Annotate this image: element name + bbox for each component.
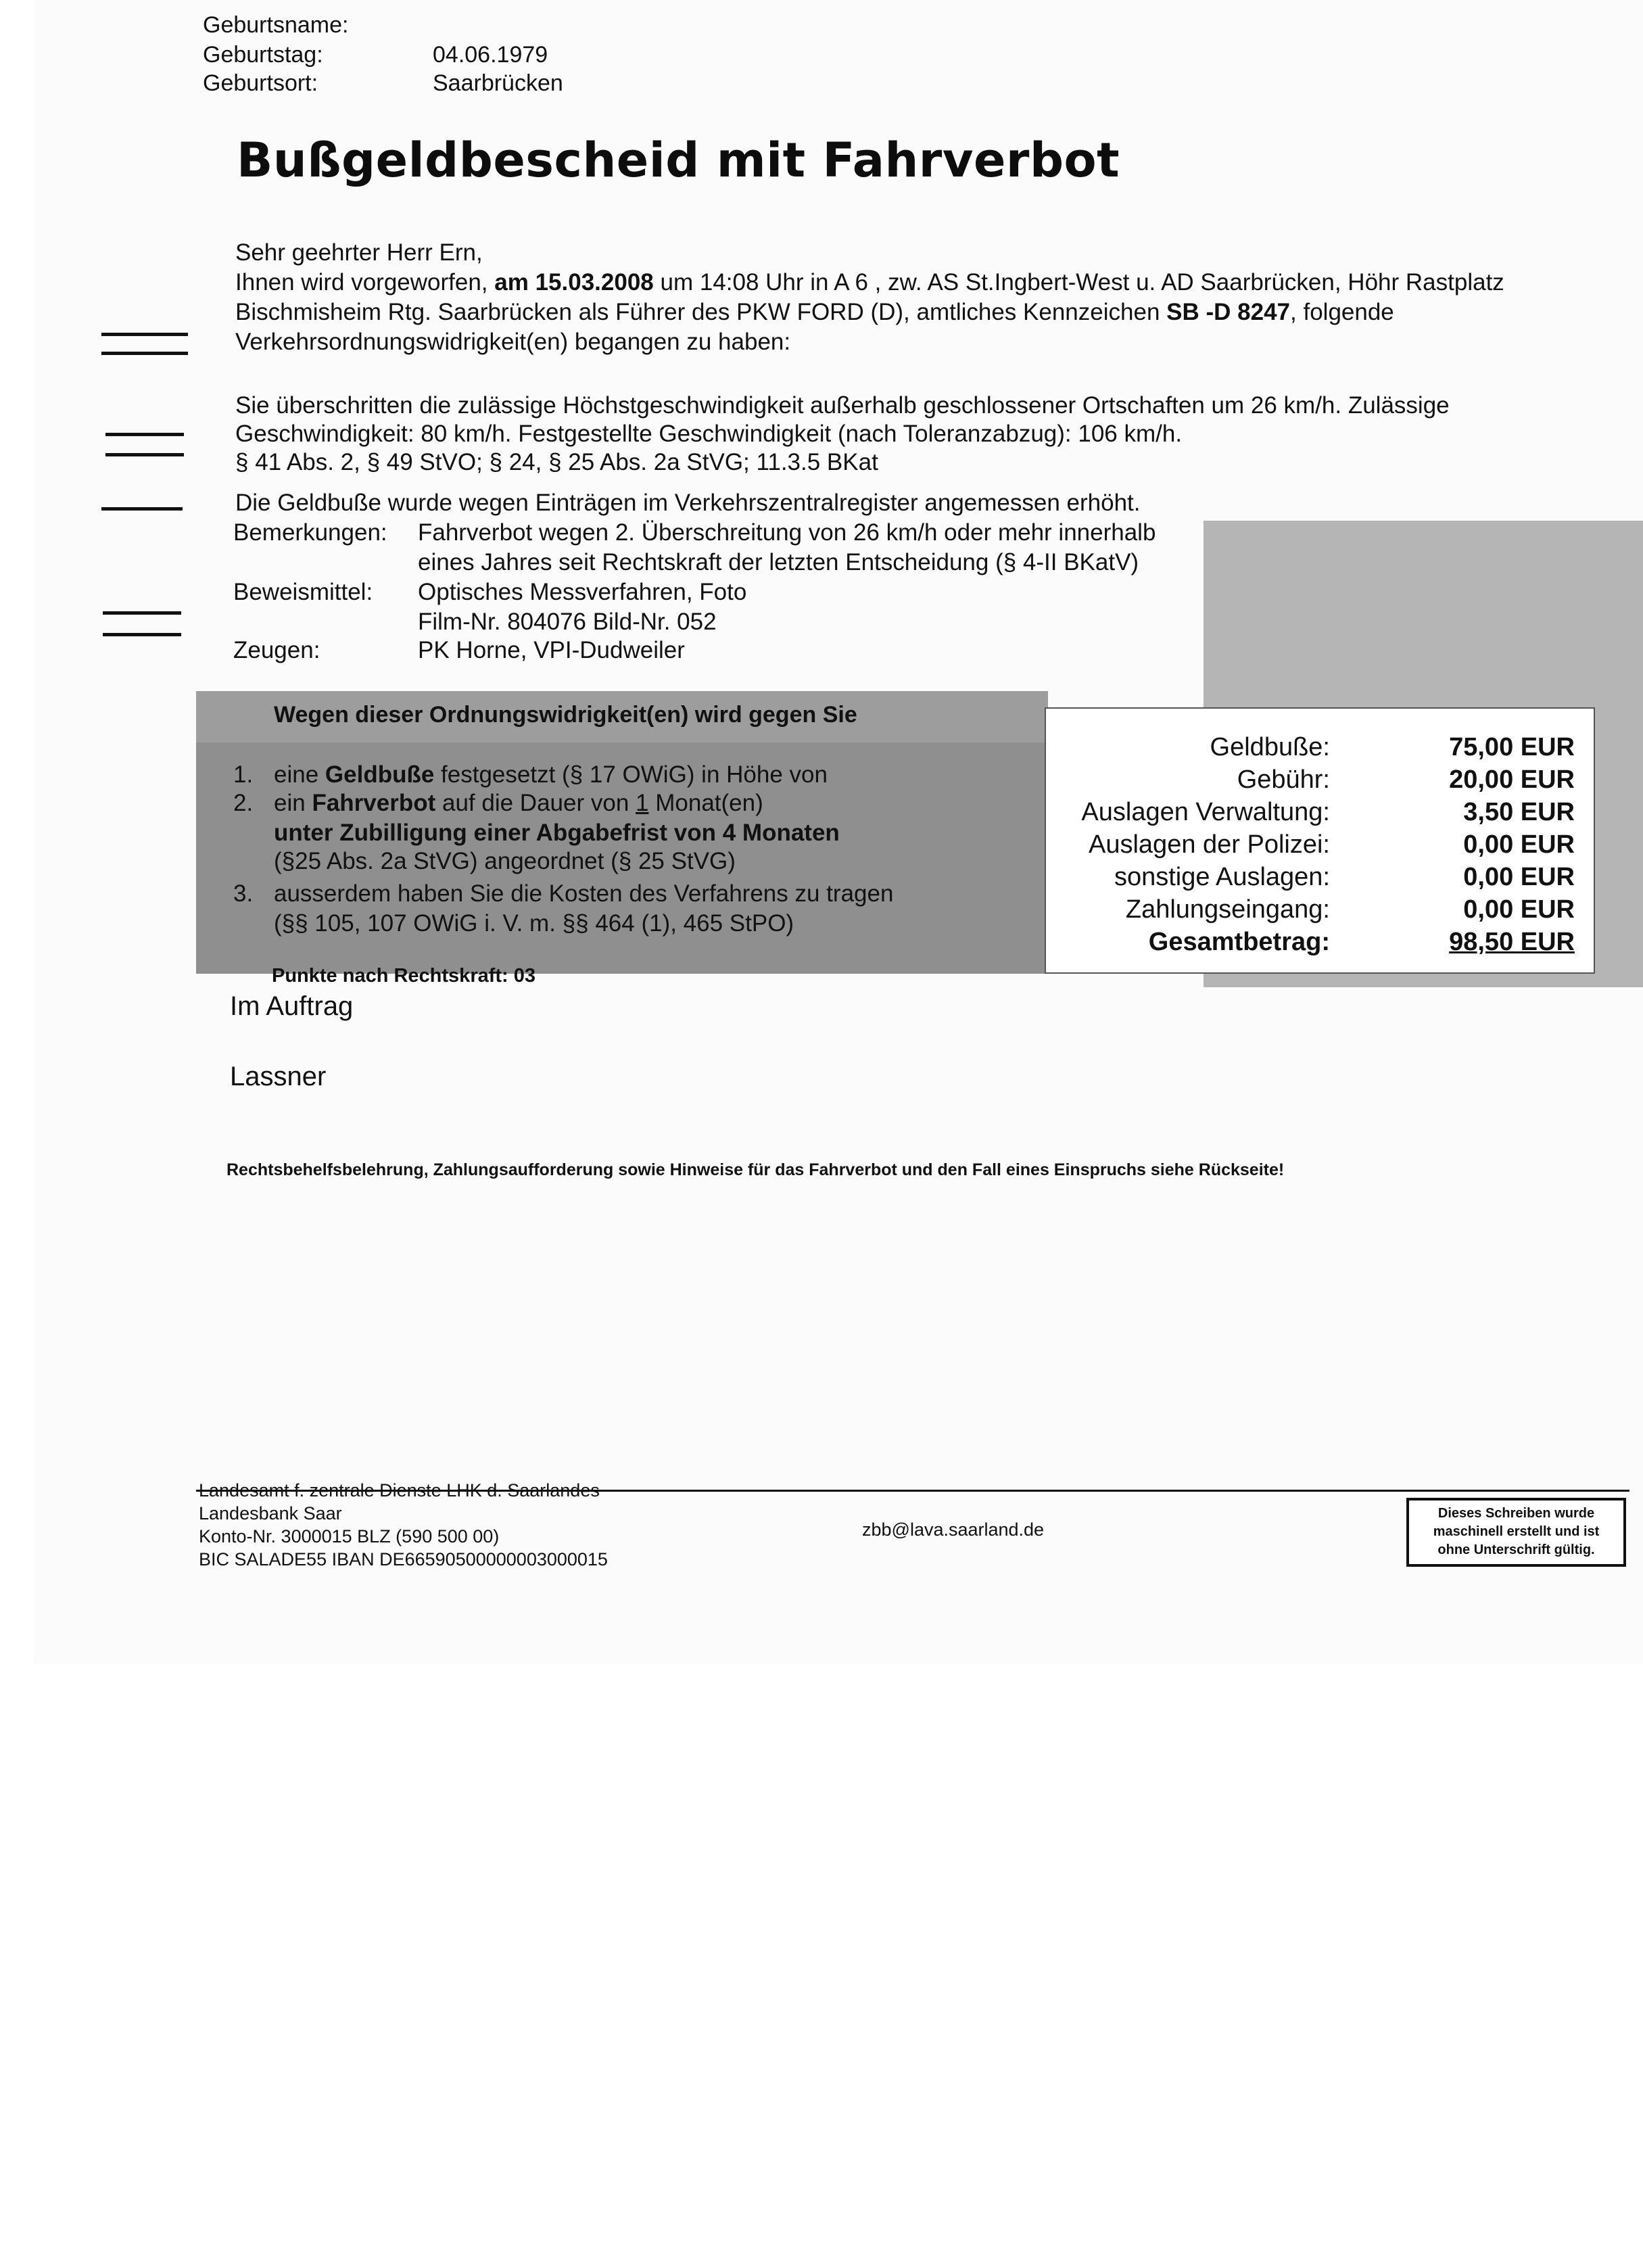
fee-value-police: 0,00 EUR (1463, 830, 1575, 859)
remarks-label: Bemerkungen: (233, 519, 387, 546)
decision-item-3-number: 3. (233, 880, 254, 907)
fine-increase-note: Die Geldbuße wurde wegen Einträgen im Verkehrszentralregister angemessen erhöht. (235, 490, 1141, 516)
footer-bank: Landesbank Saar (199, 1503, 342, 1523)
allegation-line-1 (235, 268, 1504, 297)
license-plate: SB -D 8247 (1166, 299, 1291, 325)
fee-value-admin: 3,50 EUR (1463, 798, 1575, 826)
allegation-line-3: Verkehrsordnungswidrigkeit(en) begangen zu haben: (235, 329, 791, 355)
evidence-line-2: Film-Nr. 804076 Bild-Nr. 052 (418, 609, 717, 635)
footer-iban: BIC SALADE55 IBAN DE66590500000003000015 (199, 1549, 608, 1569)
footer-account: Konto-Nr. 3000015 BLZ (590 500 00) (199, 1526, 500, 1546)
scan-blank-area (0, 1663, 1643, 2268)
footer-email: zbb@lava.saarland.de (862, 1519, 1045, 1540)
decision-heading: Wegen dieser Ordnungswidrigkeit(en) wird gegen Sie (274, 702, 857, 728)
allegation-vehicle: Bischmisheim Rtg. Saarbrücken als Führer des PKW FORD (D), amtliches Kennzeichen (235, 299, 1160, 325)
fee-label-payment: Zahlungseingang: (1125, 895, 1330, 924)
allegation-text: Ihnen wird vorgeworfen, (235, 269, 488, 296)
on-behalf: Im Auftrag (230, 991, 354, 1021)
decision-item-3-basis: (§§ 105, 107 OWiG i. V. m. §§ 464 (1), 465 StPO) (274, 910, 794, 937)
offense-line-1: Sie überschritten die zulässige Höchstgeschwindigkeit außerhalb geschlossener Ortschaften um 26 km/h. Zulässige (235, 392, 1450, 419)
offense-legal-basis: § 41 Abs. 2, § 49 StVO; § 24, § 25 Abs. 2a StVG; 11.3.5 BKat (235, 449, 878, 475)
fee-label-admin: Auslagen Verwaltung: (1081, 798, 1330, 826)
fee-label-total: Gesamtbetrag: (1148, 928, 1330, 956)
fee-value-charge: 20,00 EUR (1449, 765, 1575, 794)
footer-authority: Landesamt f. zentrale Dienste LHK d. Saarlandes (199, 1480, 600, 1501)
allegation-line-2 (235, 298, 1394, 327)
auto-generated-notice (1406, 1498, 1626, 1567)
item-2-unit: Monat(en) (655, 790, 763, 816)
notice-line-2: maschinell erstellt und ist (1433, 1524, 1600, 1539)
witnesses-label: Zeugen: (233, 637, 320, 663)
decision-item-2-number: 2. (233, 790, 254, 816)
item-2-driving-ban: Fahrverbot (312, 790, 436, 816)
notice-line-1: Dieses Schreiben wurde (1437, 1506, 1595, 1521)
salutation: Sehr geehrter Herr Ern, (235, 239, 483, 266)
offense-date: am 15.03.2008 (494, 269, 654, 296)
fee-value-other: 0,00 EUR (1463, 863, 1575, 891)
decision-item-2-deadline: unter Zubilligung einer Abgabefrist von 4 Monaten (274, 820, 840, 846)
item-1-fine: Geldbuße (325, 761, 435, 788)
decision-item-3: ausserdem haben Sie die Kosten des Verfahrens zu tragen (274, 880, 894, 907)
remarks-line-2: eines Jahres seit Rechtskraft der letzten Entscheidung (§ 4-II BKatV) (418, 549, 1139, 575)
fee-summary-box (1045, 707, 1595, 974)
birthname-label: Geburtsname: (203, 12, 349, 38)
birthdate-value: 04.06.1979 (433, 42, 548, 68)
fee-label-fine: Geldbuße: (1210, 733, 1330, 761)
item-2-text: auf die Dauer von (442, 790, 629, 816)
fee-value-fine: 75,00 EUR (1449, 733, 1575, 761)
item-1-prefix: eine (274, 761, 319, 788)
signatory-name: Lassner (230, 1062, 327, 1091)
fee-value-payment: 0,00 EUR (1463, 895, 1575, 924)
offense-line-2: Geschwindigkeit: 80 km/h. Festgestellte Geschwindigkeit (nach Toleranzabzug): 106 km/h. (235, 421, 1183, 447)
item-1-text: festgesetzt (§ 17 OWiG) in Höhe von (441, 761, 828, 788)
ban-months: 1 (636, 790, 649, 816)
remarks-line-1: Fahrverbot wegen 2. Überschreitung von 26 km/h oder mehr innerhalb (418, 519, 1156, 546)
allegation-location: um 14:08 Uhr in A 6 , zw. AS St.Ingbert-West u. AD Saarbrücken, Höhr Rastplatz (660, 269, 1504, 296)
witnesses-value: PK Horne, VPI-Dudweiler (418, 637, 685, 663)
fee-label-other: sonstige Auslagen: (1114, 863, 1330, 891)
decision-item-2-basis: (§25 Abs. 2a StVG) angeordnet (§ 25 StVG) (274, 848, 736, 874)
fee-label-charge: Gebühr: (1237, 765, 1330, 794)
decision-item-1 (274, 760, 828, 789)
notice-line-3: ohne Unterschrift gültig. (1437, 1542, 1595, 1557)
birthplace-label: Geburtsort: (203, 70, 318, 96)
allegation-tail: , folgende (1290, 299, 1394, 325)
penalty-points: Punkte nach Rechtskraft: 03 (272, 965, 536, 987)
legal-remedy-note: Rechtsbehelfsbelehrung, Zahlungsaufforderung sowie Hinweise für das Fahrverbot und den Fall eines Einspruchs siehe Rückseite! (227, 1160, 1285, 1179)
birthplace-value: Saarbrücken (433, 70, 563, 96)
evidence-line-1: Optisches Messverfahren, Foto (418, 579, 747, 605)
document-title: Bußgeldbescheid mit Fahrverbot (237, 133, 1120, 188)
decision-item-1-number: 1. (233, 761, 254, 788)
item-2-prefix: ein (274, 790, 306, 816)
birthdate-label: Geburtstag: (203, 42, 323, 68)
fee-label-police: Auslagen der Polizei: (1089, 830, 1330, 859)
decision-item-2 (274, 788, 763, 818)
fee-value-total: 98,50 EUR (1449, 928, 1575, 956)
evidence-label: Beweismittel: (233, 579, 373, 605)
